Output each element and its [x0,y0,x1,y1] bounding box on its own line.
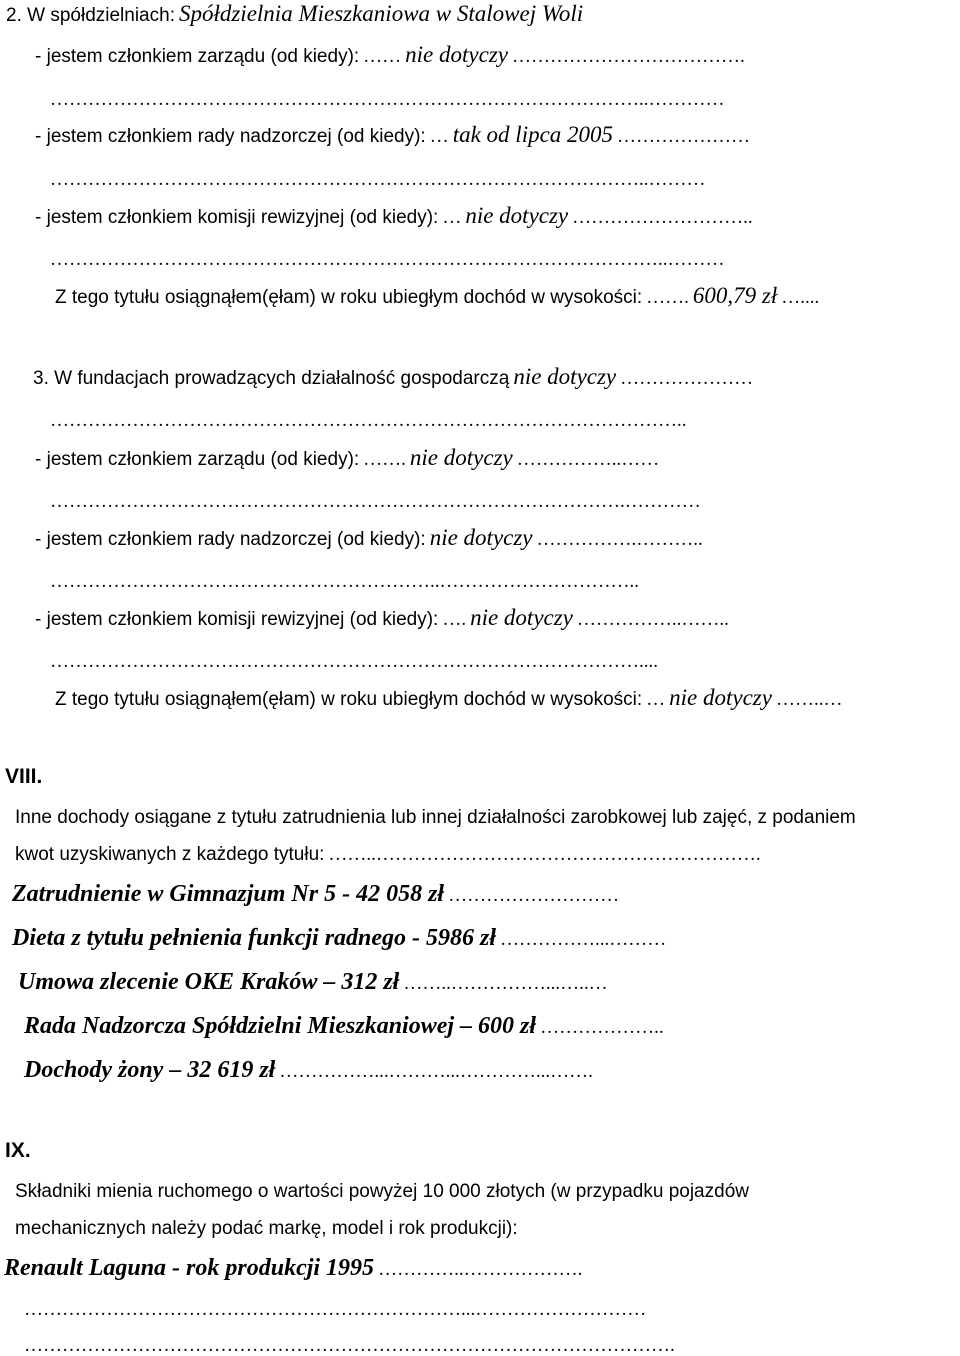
section-2-board-label: - jestem członkiem zarządu (od kiedy): [35,46,360,67]
section-IX-text-line-2: mechanicznych należy podać markę, model i rok produkcji): [15,1218,518,1239]
income-item [18,970,608,994]
dots: ……………...……… [500,929,667,950]
dots: ……………………….. [572,207,753,228]
section-VIII-heading: VIII. [5,765,43,788]
section-2-income-line [55,284,819,307]
section-3-income-line [55,686,842,709]
section-2-board-value: nie dotyczy [405,42,508,67]
dots: ………………… [617,126,751,147]
income-item [12,882,619,906]
section-3-heading-value: nie dotyczy [513,364,617,389]
dotted-continuation: …………………………………………………………………………………..……… [50,169,706,190]
section-2-board-line [35,43,745,66]
section-2-supervisory-label: - jestem członkiem rady nadzorczej (od kiedy): [35,126,426,147]
dotted-continuation: ……………………………………………………………...……………………… [24,1299,647,1320]
dotted-continuation: ……………………………………………………………………………….………… [50,491,701,512]
dots: …. [442,609,467,630]
section-2-heading-label: 2. W spółdzielniach: [6,5,175,26]
section-2-income-value: 600,79 zł [692,283,778,308]
income-item-text: Rada Nadzorcza Spółdzielni Mieszkaniowej – 600 zł [24,1013,537,1039]
section-2-heading [6,2,583,25]
dots: ……………………… [448,885,620,906]
dots: ….... [781,287,820,308]
dots: ……..……………………………………………………. [328,844,761,865]
dots: ………………………………. [512,46,745,67]
dots: … [646,689,666,710]
section-3-income-label: Z tego tytułu osiągnąłem(ęłam) w roku ubiegłym dochód w wysokości: [55,689,643,710]
section-VIII-text-line-1: Inne dochody osiągane z tytułu zatrudnienia lub innej działalności zarobkowej lub zajęć, z podaniem [15,807,856,828]
dots: ……..……………...…..… [403,973,608,994]
section-3-board-value: nie dotyczy [409,445,513,470]
section-VIII-text-line-2 [15,845,761,864]
section-2-supervisory-line [35,123,750,146]
section-3-heading-label: 3. W fundacjach prowadzących działalność gospodarczą [33,368,510,389]
dots: ……………...………...…………...……. [279,1061,593,1082]
section-3-income-value: nie dotyczy [669,685,772,710]
dots: …… [363,46,402,67]
section-IX-text-line-1: Składniki mienia ruchomego o wartości powyżej 10 000 złotych (w przypadku pojazdów [15,1181,749,1202]
income-item [24,1058,593,1082]
income-item-text: Zatrudnienie w Gimnazjum Nr 5 - 42 058 zł [12,881,445,907]
section-2-income-label: Z tego tytułu osiągnąłem(ęłam) w roku ubiegłym dochód w wysokości: [55,287,643,308]
section-3-audit-value: nie dotyczy [470,605,573,630]
dots: ……………….. [540,1017,664,1038]
section-3-heading [33,365,753,388]
section-VIII-text-line-2-label: kwot uzyskiwanych z każdego tytułu: [15,844,325,865]
dots: ………………… [620,368,754,389]
dots: … [442,207,462,228]
income-item [12,926,666,950]
section-3-audit-line [35,606,729,629]
section-2-audit-label: - jestem członkiem komisji rewizyjnej (od kiedy): [35,207,439,228]
section-3-supervisory-label: - jestem członkiem rady nadzorczej (od kiedy): [35,529,426,550]
dots: ……………..…… [516,449,660,470]
dots: ……. [363,449,406,470]
section-2-supervisory-value: tak od lipca 2005 [452,122,614,147]
income-item [24,1014,664,1038]
section-IX-heading: IX. [5,1139,31,1162]
dots: … [429,126,449,147]
dots: ……………..…….. [576,609,729,630]
dots: ……. [646,287,689,308]
dotted-continuation: ……………………………………………………..………………………….. [50,571,639,592]
section-3-supervisory-value: nie dotyczy [429,525,533,550]
dots: …………….……….. [536,529,703,550]
section-2-audit-value: nie dotyczy [465,203,569,228]
section-3-board-label: - jestem członkiem zarządu (od kiedy): [35,449,360,470]
dots: ……..… [775,689,843,710]
dotted-continuation: …………………………………………………………………………………………. [24,1335,675,1356]
income-item-text: Umowa zlecenie OKE Kraków – 312 zł [18,969,400,995]
section-2-heading-value: Spółdzielnia Mieszkaniowa w Stalowej Woli [178,1,584,26]
dotted-continuation: …………………………………………………………………………………..………… [50,89,725,110]
income-item-text: Dieta z tytułu pełnienia funkcji radnego - 5986 zł [12,925,497,951]
section-3-supervisory-line [35,526,703,549]
vehicle-text: Renault Laguna - rok produkcji 1995 [4,1255,375,1281]
dotted-continuation: ……………………………………………………………………………………..……… [50,249,725,270]
dotted-continuation: ……………………………………………………………………………………….. [50,410,687,431]
dots: …………..………………. [378,1259,583,1280]
dotted-continuation: ………………………………………………………………………………….... [50,651,658,672]
section-3-audit-label: - jestem członkiem komisji rewizyjnej (od kiedy): [35,609,439,630]
section-2-audit-line [35,204,753,227]
income-item-text: Dochody żony – 32 619 zł [24,1057,276,1083]
vehicle-line [4,1256,582,1280]
section-3-board-line [35,446,659,469]
